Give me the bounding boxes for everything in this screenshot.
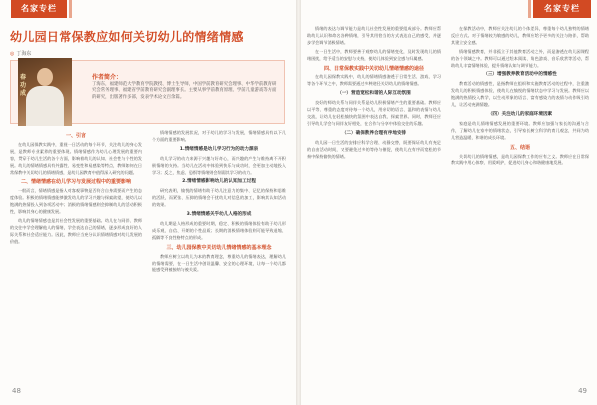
body-paragraph: 幼儿园一日生活的安排应科学合理、动静交替，既要保证幼儿有充足的自由活动时间，又要避免过多的等待与催促，使幼儿在有序而宽松的节奏中保持愉快的情绪。 [307,139,441,159]
body-paragraph: 情绪情感的发展状况，对于幼儿的学习与发展，情绪情感具有以下几个方面的重要影响。 [152,130,286,142]
column-tab-left: 名家专栏 [11,0,67,18]
body-paragraph: 在保教活动中，教师应关注幼儿的个体差异，尊重每个幼儿独特的情绪反应方式。对于情绪较为敏感的幼儿，教师应给予更多的关注与陪伴，帮助其建立安全感。 [451,26,589,45]
body-paragraph: 教育活动的情感性，是指教师在组织和实施教育活动的过程中，注重激发幼儿的积极情感体验，使幼儿在愉悦的情绪状态中学习与发展。教师应以饱满的热情投入教学，以生动形象的语言、富有感染力的表情与动作吸引幼儿，让活动充满情趣。 [451,81,589,108]
sub-heading: （二）确保教养合理有序地安排 [341,130,407,136]
sub-heading: （四）关注幼儿的家庭环境因素 [487,111,553,117]
sub-heading: 3.情绪情感关乎幼儿人格的形成 [186,212,252,218]
author-marker-icon: ◎ [10,51,15,57]
tab-stripe-left [69,0,72,18]
body-paragraph: 在幼儿园保教实践中，幼儿的情绪情感渗透于日常生活、游戏、学习等各个环节之中，教师需要通过多种途径关切幼儿的情绪情感。 [307,74,441,87]
page-number-left: 48 [12,387,21,395]
right-page-column-2 [451,26,589,384]
body-paragraph: 家庭是幼儿情绪情感发展的重要环境。教师应加强与家长的沟通与合作，了解幼儿在家中的情绪状态，引导家长树立科学的育儿观念，共同为幼儿营造温暖、和谐的成长环境。 [451,120,589,140]
author-name: 丁海东 [16,51,32,57]
page-number-right: 49 [578,387,587,395]
section-heading: 二、情绪情感在幼儿学习与发展过程中的重要影响 [20,179,131,186]
sub-heading: （一）营造宽松和谐的人际互动氛围 [337,91,411,97]
photo-head [37,68,53,86]
right-page [301,0,597,405]
right-page-column-1 [307,26,441,384]
photo-body [26,86,64,126]
body-paragraph: 良好的师幼关系与同伴关系是幼儿积极情绪产生的重要基础。教师应以平等、尊重的态度对待每一个幼儿，用亲切的语言、温和的表情与幼儿交流，让幼儿在轻松愉快的氛围中表达自我、探索世界。同时，教师还应引导幼儿学会与同伴友好相处，在合作与分享中体验交往的乐趣。 [307,100,441,126]
sub-heading: 1.情绪情感是幼儿学习行为的动力源泉 [179,146,259,152]
profile-text: 丁海东，福建师范大学教育学院教授、博士生导师，中国学前教育研究会理事、中华学前教育研究会常务理事、福建省学前教育研究会副理事长。主要从事学前教育原理、学前儿童游戏等方面的研究，出版著作多部，发表学术论文百余篇。 [92,82,277,100]
body-paragraph: 研究表明，愉悦的情绪有助于幼儿注意力的集中、记忆的保持和思维的活跃，而紧张、压抑的情绪会干扰幼儿对信息的加工，影响其认知活动的效果。 [152,188,286,208]
sub-heading: （三）增强教养教育活动中的情感性 [483,72,557,78]
author-line [10,50,31,57]
left-page-column-2 [152,130,286,384]
body-paragraph: 一般而言，情绪情感是指人对客观事物是否符合自身需要而产生的态度体验。积极的情绪情感能够激发幼儿的学习兴趣与探索欲望，使幼儿以饱满的热情投入到各项活动中；消极的情绪情感则会抑制幼儿的活动积极性，影响其身心的健康发展。 [10,188,142,215]
tab-stripe-right [528,0,531,18]
left-page-column-1 [10,130,142,384]
section-heading: 五、结语 [509,144,530,151]
author-photo [18,58,72,126]
body-paragraph: 教师应树立以幼儿为本的教育理念，尊重幼儿的情绪表达，理解幼儿的情绪需要，在一日生活中创设温馨、安全的心理环境，让每一个幼儿都能感受到被接纳与被关爱。 [152,253,286,273]
photo-background-sign: 春 功 成 [20,74,27,97]
section-heading: 四、日常保教实践中关切幼儿情绪情感的途径 [323,65,424,72]
article-title: 幼儿园日常保教应如何关切幼儿的情绪情感 [10,30,244,44]
body-paragraph: 幼儿期是人格形成的重要时期，稳定、积极的情绪体验有助于幼儿形成乐观、自信、开朗的个性品质；长期的消极情绪体验则可能导致退缩、孤僻等不良性格特点的形成。 [152,220,286,240]
sub-heading: 2.情绪情感影响幼儿的认知加工过程 [182,179,256,185]
section-heading: 三、幼儿园保教中关切幼儿情绪情感的基本理念 [166,244,272,251]
column-tab-right: 名家专栏 [533,0,591,18]
body-paragraph: 幼儿的情绪情感也是其社会性发展的重要基础。幼儿在与同伴、教师的交往中学会理解他人的情绪，学会表达自己的情绪，逐步形成良好的人际关系和社会适应能力。因此，教师应当充分认识情绪情感对幼儿发展的价值。 [10,217,142,244]
profile-title: 作者简介： [92,74,123,81]
section-heading: 一、引言 [65,133,86,139]
body-paragraph: 关切幼儿的情绪情感，是幼儿园保教工作的应有之义。教师应在日常保教实践中用心体察、用爱呵护，促进幼儿身心和谐健康地发展。 [451,153,589,166]
left-page [0,0,296,405]
body-paragraph: 幼儿学习的动力来源于兴趣与好奇心，而兴趣的产生与维持离不开积极情绪的支持。当幼儿在活动中体验到快乐与成功时，会更加主动地投入学习；反之，焦虑、恐惧等情绪则会削弱其学习的动力。 [152,155,286,175]
body-paragraph: 情绪的表达与调节能力是幼儿社会性发展的重要组成部分。教师应帮助幼儿认识和命名各种情绪，引导其用恰当的方式表达自己的感受，并逐步学会调节消极情绪。 [307,26,441,45]
body-paragraph: 在一日生活中，教师要善于观察幼儿的情绪变化，及时发现幼儿的情绪困扰，给予适当的安慰与支持，使幼儿体验到安全感与归属感。 [307,48,441,61]
body-paragraph: 在幼儿园保教实践中，重视一日活动的每个环节，关注幼儿的身心发展，是教师专业素养的重要体现。情绪情感作为幼儿心理发展的重要内容，贯穿于幼儿生活的各个方面，影响着幼儿的认知、社会性与个性的发展。幼儿的情绪情感具有外露性、易变性和易感染等特点，教师如何在日常保教中关切幼儿的情绪情感，是幼儿园教育中值得深入研究的问题。 [10,141,142,175]
body-paragraph: 情绪情感教育，并非孤立于其他教育活动之外，而是渗透在幼儿园课程的各个领域之中。教师可以通过绘本阅读、角色游戏、音乐欣赏等活动，帮助幼儿丰富情绪体验，提升情绪认知与调节能力。 [451,48,589,68]
